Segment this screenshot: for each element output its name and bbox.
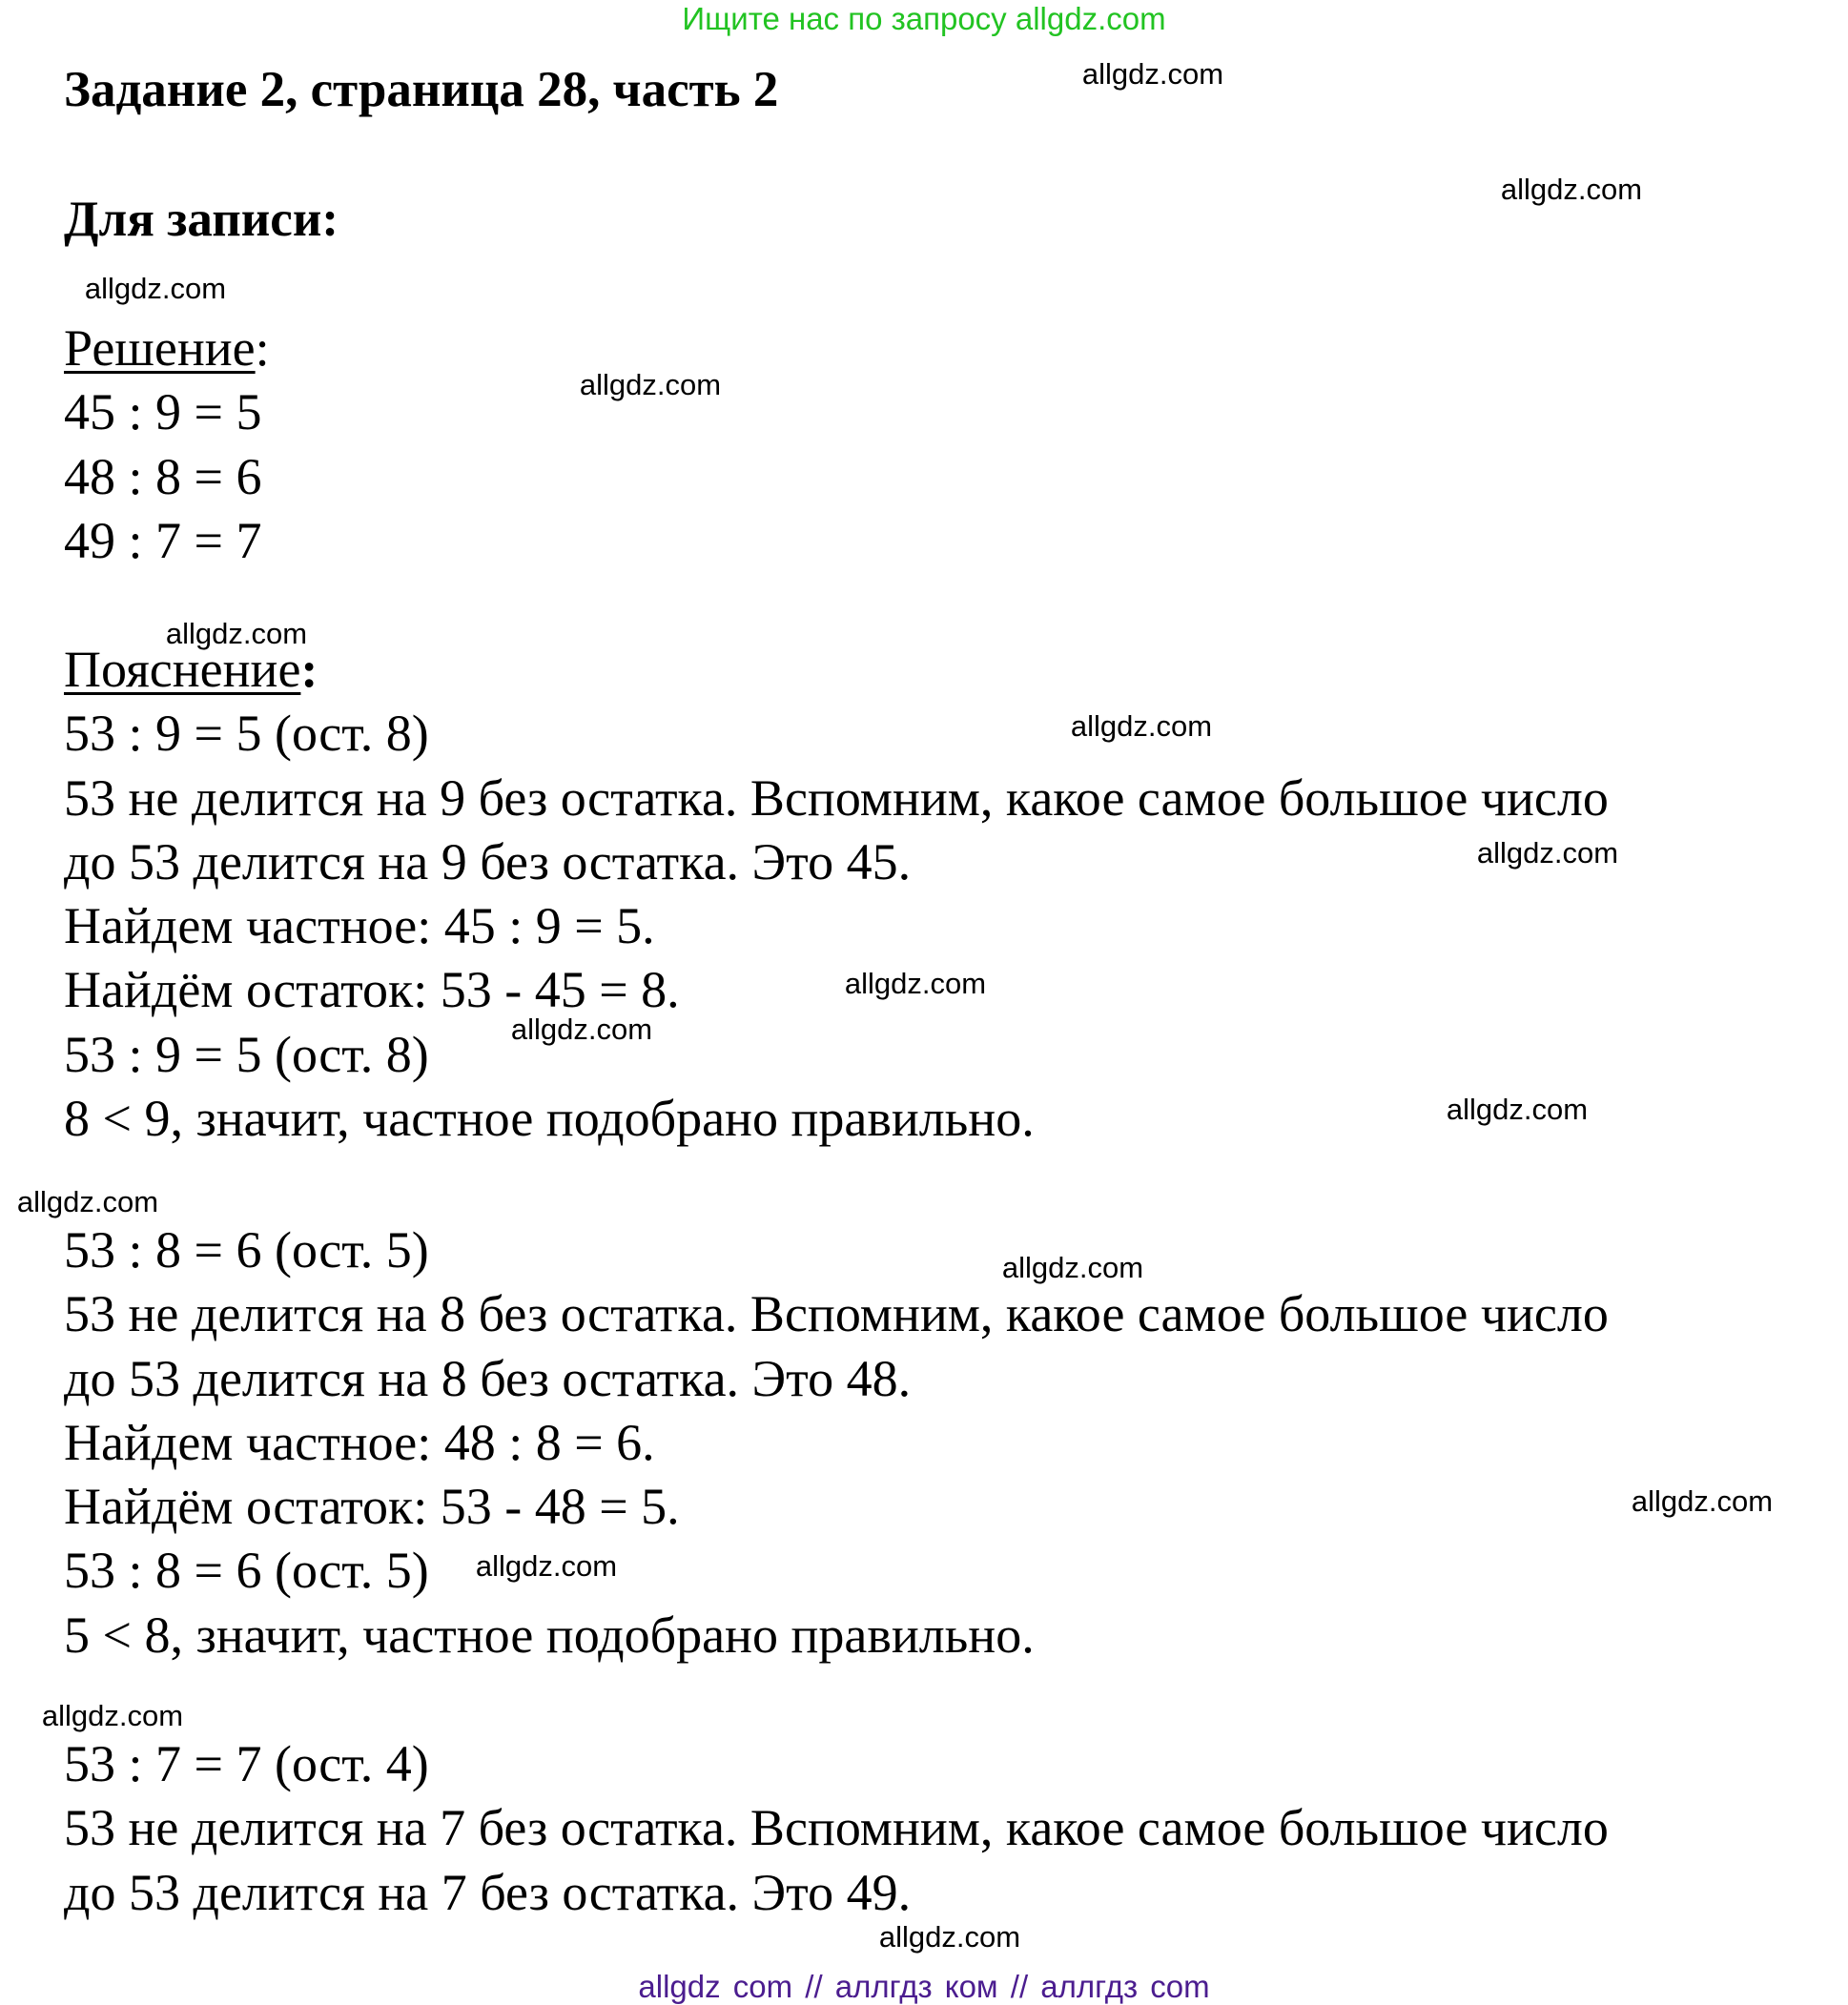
watermark: allgdz.com bbox=[1476, 836, 1619, 870]
solution-colon: : bbox=[255, 319, 270, 377]
top-banner: Ищите нас по запросу allgdz.com bbox=[682, 1, 1166, 36]
page-title: Задание 2, страница 28, часть 2 bbox=[64, 62, 779, 117]
explanation-line: 53 : 9 = 5 (ост. 8) bbox=[64, 1025, 429, 1083]
solution-line: 49 : 7 = 7 bbox=[64, 511, 262, 569]
watermark: allgdz.com bbox=[1001, 1251, 1144, 1284]
explanation-line: Найдём остаток: 53 - 45 = 8. bbox=[64, 961, 680, 1019]
explanation-line: Найдем частное: 48 : 8 = 6. bbox=[64, 1413, 655, 1471]
solution-line: 45 : 9 = 5 bbox=[64, 383, 262, 441]
watermark: allgdz.com bbox=[844, 967, 987, 1000]
watermark: allgdz.com bbox=[1446, 1093, 1589, 1126]
solution-block bbox=[64, 317, 270, 573]
watermark: allgdz.com bbox=[1500, 173, 1643, 206]
watermark: allgdz.com bbox=[1070, 709, 1213, 743]
explanation-block-1 bbox=[64, 638, 1609, 1151]
solution-heading-text: Решение bbox=[64, 319, 256, 377]
watermark: allgdz.com bbox=[165, 617, 308, 650]
explanation-line: до 53 делится на 8 без остатка. Это 48. bbox=[64, 1349, 912, 1407]
watermark: allgdz.com bbox=[878, 1920, 1021, 1954]
explanation-line: Найдём остаток: 53 - 48 = 5. bbox=[64, 1478, 680, 1536]
explanation-line: до 53 делится на 9 без остатка. Это 45. bbox=[64, 832, 912, 890]
watermark: allgdz.com bbox=[16, 1185, 159, 1218]
explanation-block-2 bbox=[64, 1218, 1609, 1667]
explanation-line: 53 не делится на 8 без остатка. Вспомним, какое самое большое число bbox=[64, 1285, 1609, 1343]
watermark: allgdz.com bbox=[1081, 57, 1224, 91]
bottom-banner: allgdz com // аллгдз ком // аллгдз com bbox=[638, 1969, 1210, 2004]
watermark: allgdz.com bbox=[475, 1549, 618, 1583]
explanation-line: 53 : 8 = 6 (ост. 5) bbox=[64, 1542, 429, 1600]
explanation-colon: : bbox=[300, 641, 318, 698]
watermark: allgdz.com bbox=[1631, 1484, 1774, 1518]
watermark: allgdz.com bbox=[510, 1013, 653, 1046]
solution-line: 48 : 8 = 6 bbox=[64, 447, 262, 505]
explanation-line: 53 не делится на 9 без остатка. Вспомним, какое самое большое число bbox=[64, 768, 1609, 827]
for-record-block bbox=[64, 188, 339, 252]
watermark: allgdz.com bbox=[41, 1699, 184, 1732]
explanation-line: Найдем частное: 45 : 9 = 5. bbox=[64, 897, 655, 955]
explanation-heading-text: Пояснение bbox=[64, 641, 301, 698]
explanation-line: 53 : 9 = 5 (ост. 8) bbox=[64, 705, 429, 763]
explanation-line: 5 < 8, значит, частное подобрано правильно. bbox=[64, 1606, 1035, 1664]
explanation-line: до 53 делится на 7 без остатка. Это 49. bbox=[64, 1863, 912, 1921]
explanation-line: 53 : 8 = 6 (ост. 5) bbox=[64, 1221, 429, 1279]
explanation-line: 53 не делится на 7 без остатка. Вспомним, какое самое большое число bbox=[64, 1799, 1609, 1857]
watermark: allgdz.com bbox=[579, 368, 722, 401]
title-block bbox=[64, 58, 778, 122]
for-record-heading: Для записи: bbox=[64, 192, 339, 247]
solution-heading bbox=[64, 317, 270, 380]
watermark: allgdz.com bbox=[84, 272, 227, 305]
explanation-line: 8 < 9, значит, частное подобрано правильно. bbox=[64, 1090, 1035, 1148]
explanation-block-3 bbox=[64, 1732, 1609, 1925]
explanation-line: 53 : 7 = 7 (ост. 4) bbox=[64, 1735, 429, 1792]
